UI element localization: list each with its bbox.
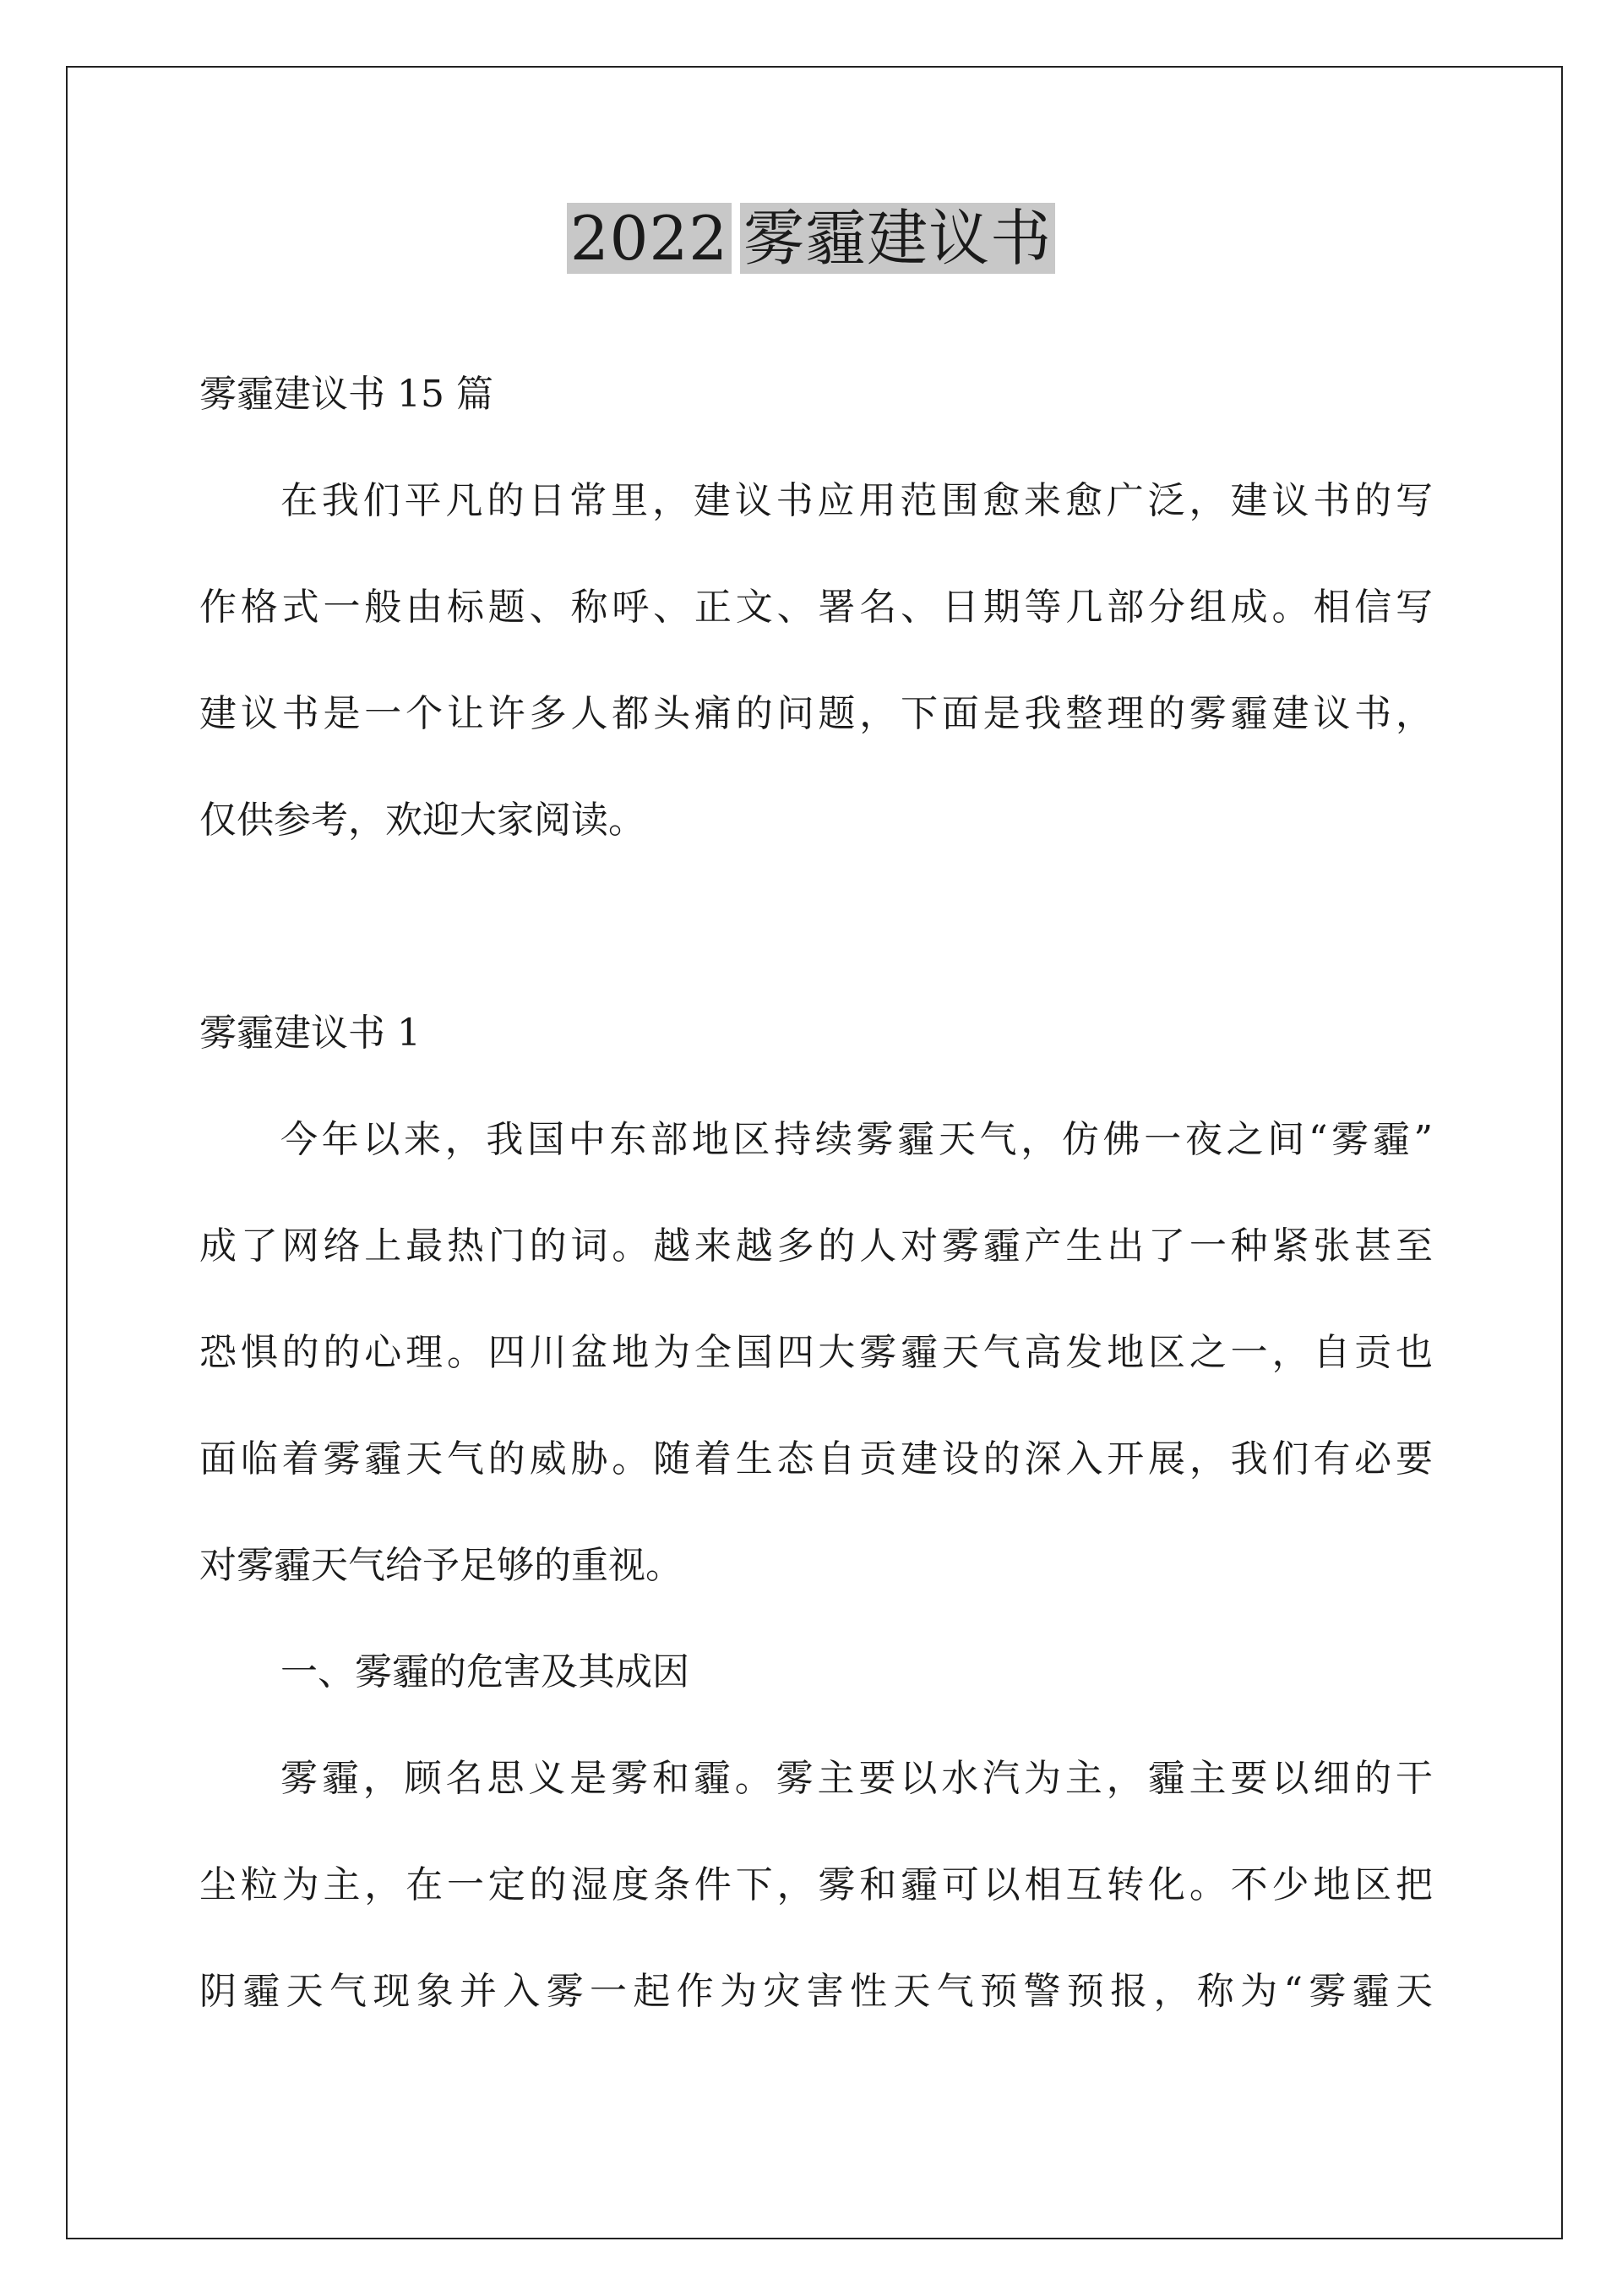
section1-line-3: 恐惧的的心理。四川盆地为全国四大雾霾天气高发地区之一，自贡也 [199,1331,1433,1374]
intro-line-3: 建议书是一个让许多人都头痛的问题，下面是我整理的雾霾建议书， [199,692,1433,735]
document-body [199,341,1433,2045]
title-year: 2022 [567,203,732,274]
subheading: 一、雾霾的危害及其成因 [280,1650,689,1693]
section1-line-5: 对雾霾天气给予足够的重视。 [199,1544,683,1587]
para2-line-1: 雾霾，顾名思义是雾和霾。雾主要以水汽为主，霾主要以细的干 [280,1757,1433,1800]
section1-line-2: 成了网络上最热门的词。越来越多的人对雾霾产生出了一种紧张甚至 [199,1224,1433,1268]
document-subtitle: 雾霾建议书 15 篇 [199,373,493,416]
section1-line-1: 今年以来，我国中东部地区持续雾霾天气，仿佛一夜之间“雾霾” [280,1118,1433,1161]
intro-line-4: 仅供参考，欢迎大家阅读。 [199,799,645,842]
section1-line-4: 面临着雾霾天气的威胁。随着生态自贡建设的深入开展，我们有必要 [199,1437,1433,1481]
document-title [0,196,1622,281]
section-heading: 雾霾建议书 1 [199,1012,421,1055]
para2-line-2: 尘粒为主，在一定的湿度条件下，雾和霾可以相互转化。不少地区把 [199,1863,1433,1906]
title-text: 雾霾建议书 [740,203,1055,274]
para2-line-3: 阴霾天气现象并入雾一起作为灾害性天气预警预报，称为“雾霾天 [199,1970,1433,2013]
blank-line [199,874,1433,980]
intro-line-2: 作格式一般由标题、称呼、正文、署名、日期等几部分组成。相信写 [199,586,1433,629]
intro-line-1: 在我们平凡的日常里，建议书应用范围愈来愈广泛，建议书的写 [280,479,1433,522]
